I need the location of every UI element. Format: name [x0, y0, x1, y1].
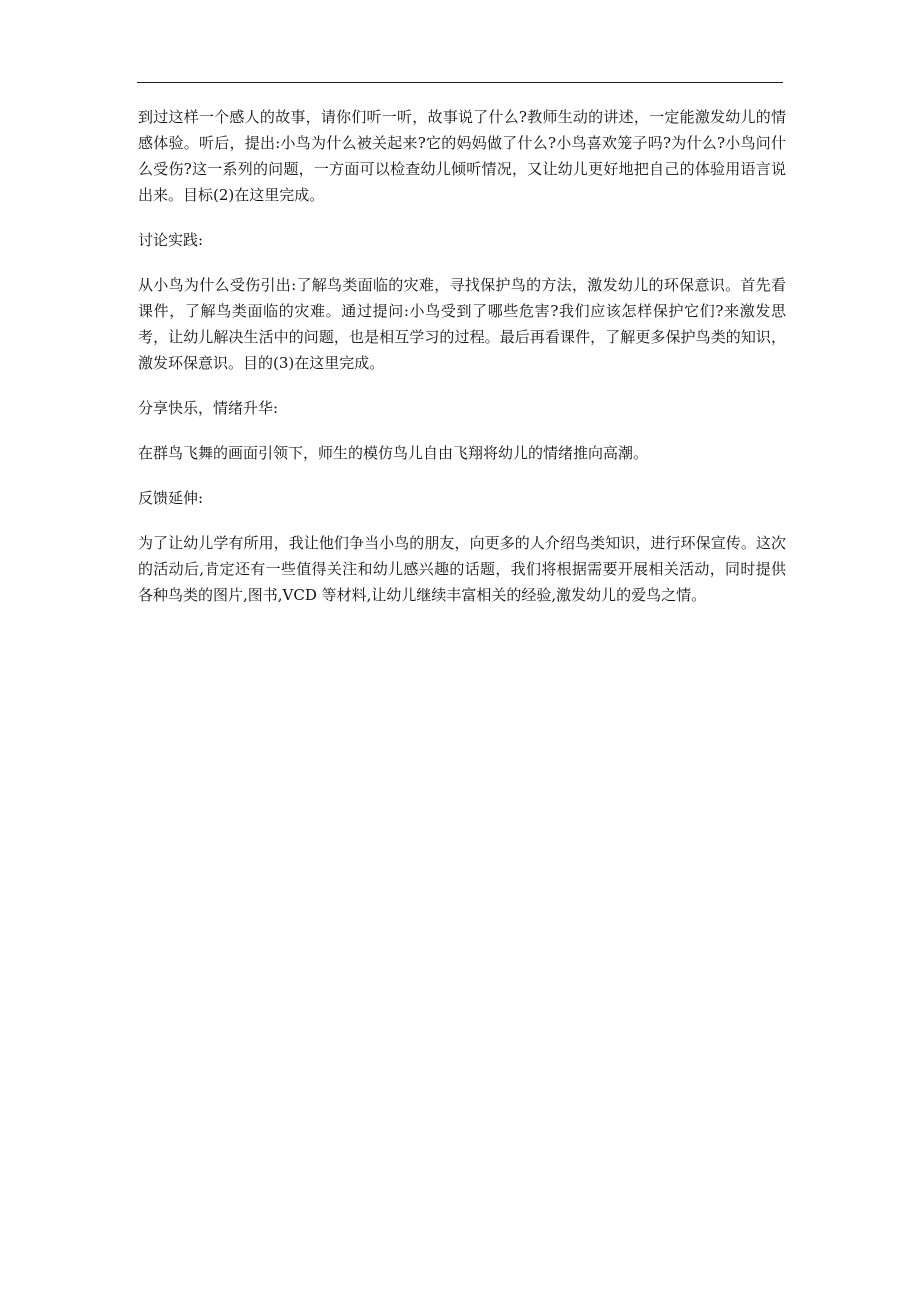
section-heading-share-joy: 分享快乐，情绪升华:: [138, 399, 279, 417]
paragraph-story-discussion: 到过这样一个感人的故事，请你们听一听，故事说了什么?教师生动的讲述，一定能激发幼儿的情感体验。听后，提出:小鸟为什么被关起来?它的妈妈做了什么?小鸟喜欢笼子吗?为什么?小鸟问什么受伤?这一系列的问题，一方面可以检查幼儿倾听情况，又让幼儿更好地把自己的体验用语言说出来。目标(2)在这里完成。: [138, 108, 786, 204]
section-heading-feedback-extension: 反馈延伸:: [138, 489, 204, 507]
paragraph-feedback: 为了让幼儿学有所用，我让他们争当小鸟的朋友，向更多的人介绍鸟类知识，进行环保宣传。这次的活动后,肯定还有一些值得关注和幼儿感兴趣的话题，我们将根据需要开展相关活动，同时提供各种鸟类的图片,图书,VCD 等材料,让幼儿继续丰富相关的经验,激发幼儿的爱鸟之情。: [138, 534, 786, 604]
header-rule: [137, 82, 783, 83]
document-body: [138, 104, 786, 627]
section-heading-discussion-practice: 讨论实践:: [138, 231, 204, 249]
paragraph-flying-birds: 在群鸟飞舞的画面引领下，师生的模仿鸟儿自由飞翔将幼儿的情绪推向高潮。: [138, 444, 649, 462]
paragraph-bird-protection: 从小鸟为什么受伤引出:了解鸟类面临的灾难，寻找保护鸟的方法，激发幼儿的环保意识。首先看课件，了解鸟类面临的灾难。通过提问:小鸟受到了哪些危害?我们应该怎样保护它们?来激发思考，让幼儿解决生活中的问题，也是相互学习的过程。最后再看课件，了解更多保护鸟类的知识，激发环保意识。目的(3)在这里完成。: [138, 276, 786, 372]
